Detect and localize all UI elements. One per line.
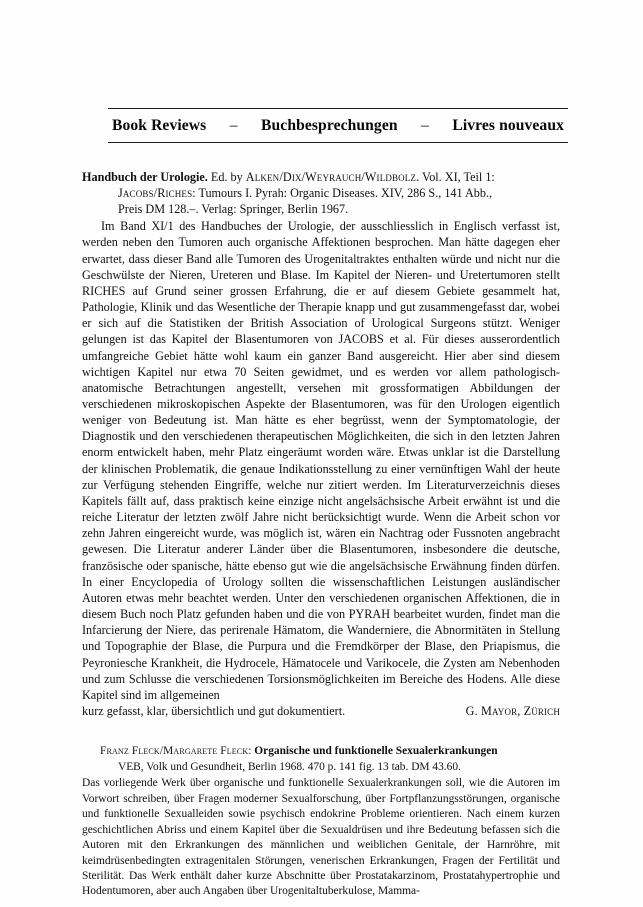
- page-title: [112, 109, 564, 142]
- review-1-title: Handbuch der Urologie.: [82, 170, 208, 184]
- page-content: [82, 108, 564, 900]
- review-1-ed-by: Ed. by: [207, 170, 246, 184]
- review-1-volume: . Vol. XI, Teil 1:: [416, 170, 495, 184]
- masthead-separator-2: –: [421, 117, 429, 134]
- masthead-separator-1: –: [229, 117, 238, 134]
- book-review-2: [82, 744, 560, 900]
- review-2-authors: Franz Fleck/Margarete Fleck: [100, 745, 249, 758]
- review-1-signature: G. Mayor, Zürich: [465, 703, 560, 718]
- masthead: [82, 108, 564, 143]
- review-1-body: Im Band XI/1 des Handbuches der Urologie, der ausschliesslich in Englisch verfasst ist, werden neben den Tumoren auch organische Affektionen besprochen. Man hätte dagegen eher erwartet, dass dieser Band alle Tumoren des Urogenitaltraktes enthalten würde und nicht nur die Geschwülste der Nieren, Ureteren und Blase. Im Kapitel der Nieren- und Uretertumoren stellt RICHES auf Grund seiner grossen Erfahrung, die er auf diesem Gebiete gesammelt hat, Pathologie, Klinik und das Wesentliche der Therapie knapp und gut zusammengefasst dar, wobei er sich auf die Statistiken der British Association of Urological Surgeons stützt. Weniger gelungen ist das Kapitel der Blasentumoren von JACOBS et al. Für dieses ausserordentlich umfangreiche Gebiet hätte wohl kaum ein ganzer Band ausgereicht. Hier aber sind diesem wichtigen Kapitel nur etwa 70 Seiten gewidmet, und es werden vor allem pathologisch-anatomische Betrachtungen angestellt, versehen mit grossformatigen Abbildungen der verschiedenen mikroskopischen Aspekte der Blasentumoren, was für den Urologen eigentlich weniger von Bedeutung ist. Man hätte es eher begrüsst, wenn der Symptomatologie, der Diagnostik und den verschiedenen therapeutischen Möglichkeiten, die sich in den letzten Jahren enorm entwickelt haben, mehr Platz eingeräumt worden wäre. Etwas unklar ist die Darstellung der klinischen Problematik, die genaue Indikationsstellung zu einer vernünftigen Wahl der heute zur Verfügung stehenden Eingriffe, welche nur zitiert werden. Im Literaturverzeichnis dieses Kapitels fällt auf, dass praktisch keine einzige nicht angelsächsische Arbeit erwähnt ist und die reiche Literatur der letzten zwölf Jahre nicht berücksichtigt wurde. Wenn die Arbeit schon vor zehn Jahren eingereicht wurde, was möglich ist, wären ein Nachtrag oder Fussnoten angebracht gewesen. Die Literatur anderer Länder über die Blasentumoren, insbesondere die deutsche, französische oder spanische, hätte ebenso gut wie die angelsächsische Erwähnung finden dürfen. In einer Encyclopedia of Urology sollten die wissenschaftlichen Leistungen ausländischer Autoren etwas mehr beachtet werden. Unter den verschiedenen organischen Affektionen, die in diesem Buch noch Platz gefunden haben und die von PYRAH bearbeitet wurden, findet man die Infarcierung der Niere, das perirenale Hämatom, die Wanderniere, die Abnormitäten in Stellung und Topographie der Blase, die Purpura und die Fremdkörper der Blase, den Priapismus, die Peyroniesche Krankheit, die Hydrocele, Hämatocele und Varikocele, die Zysten am Nebenhoden und zum Schlusse die verschiedenen Torsionsmöglichkeiten im Bereiche des Hodens. Alle diese Kapitel sind im allgemeinen: [82, 219, 560, 702]
- masthead-title-german: Buchbesprechungen: [261, 117, 398, 134]
- review-2-imprint: VEB, Volk und Gesundheit, Berlin 1968. 470 p. 141 fig. 13 tab. DM 43.60.: [118, 760, 461, 773]
- book-review-1: [82, 169, 560, 719]
- review-2-body: Das vorliegende Werk über organische und funktionelle Sexualerkrankungen soll, wie die Autoren im Vorwort schreiben, über Fragen moderner Sexualforschung, über Fortpflanzungsstörungen, organische und funktionelle Sexualleiden sowie psychisch endokrine Probleme orientieren. Nach einem kurzen geschichtlichen Abriss und einem Kapitel über die Sexualdrüsen und ihre Bedeutung befassen sich die Autoren mit den Erkrankungen des männlichen und weiblichen Genitale, der Harnröhre, mit keimdrüsenbedingten extragenitalen Störungen, venerischen Erkrankungen, Fragen der Fertilität und Sterilität. Das Werk enthält daher kurze Abschnitte über Prostatakarzinom, Prostatahypertrophie und Hodentumoren, aber auch Angaben über Urogenitaltuberkulose, Mamma-: [82, 777, 560, 898]
- review-1-collation: : Tumours I. Pyrah: Organic Diseases. XIV, 286 S., 141 Abb.,: [192, 186, 493, 201]
- review-1-closing-text: kurz gefasst, klar, übersichtlich und gut dokumentiert.: [82, 703, 346, 718]
- review-1-editors: Alken/Dix/Weyrauch/Wildbolz: [245, 170, 417, 184]
- masthead-title-english: Book Reviews: [112, 117, 207, 134]
- review-1-closing-line: [82, 703, 560, 719]
- masthead-title-french: Livres nouveaux: [452, 117, 564, 134]
- review-1-imprint: Preis DM 128.–. Verlag: Springer, Berlin 1967.: [118, 202, 349, 217]
- review-2-reference: [82, 744, 560, 775]
- review-2-title: Organische und funktionelle Sexualerkrankungen: [254, 745, 498, 758]
- review-2-separator: :: [248, 745, 255, 758]
- masthead-rule-bottom: [108, 142, 568, 143]
- review-1-reference: [82, 169, 560, 217]
- review-1-authors: Jacobs/Riches: [118, 186, 193, 201]
